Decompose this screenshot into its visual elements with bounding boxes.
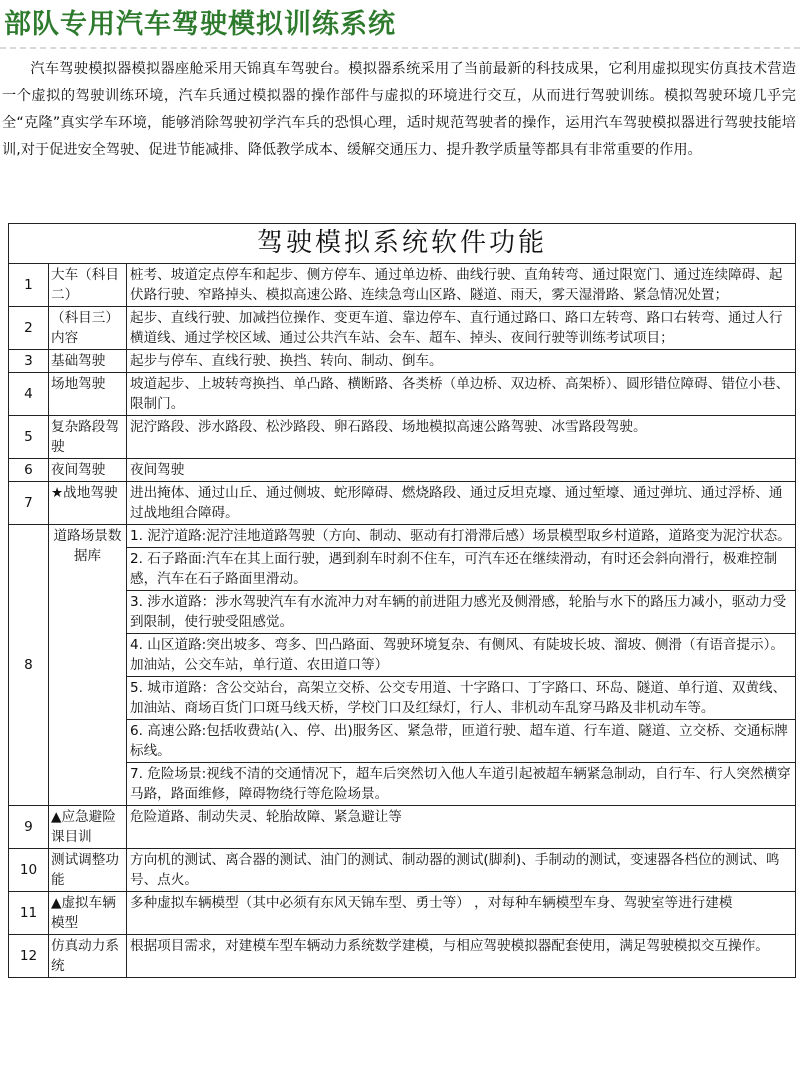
intro-paragraph: 汽车驾驶模拟器模拟器座舱采用天锦真车驾驶台。模拟器系统采用了当前最新的科技成果，它利用虚拟现实仿真技术营造一个虚拟的驾驶训练环境，汽车兵通过模拟器的操作部件与虚拟的环境进行交互，从而进行驾驶训练。模拟驾驶环境几乎完全“克隆”真实学车环境，能够消除驾驶初学汽车兵的恐惧心理，适时规范驾驶者的操作，运用汽车驾驶模拟器进行驾驶技能培训,对于促进安全驾驶、促进节能减排、降低教学成本、缓解交通压力、提升教学质量等都具有非常重要的作用。: [2, 61, 796, 158]
row-number: 8: [9, 525, 49, 806]
row-number: 3: [9, 350, 49, 373]
row-category: 夜间驾驶: [49, 459, 127, 482]
row-category: ▲应急避险课目训: [49, 806, 127, 849]
table-row: [9, 264, 796, 307]
row-category: 测试调整功能: [49, 849, 127, 892]
table-row: [9, 307, 796, 350]
row-category: ▲虚拟车辆模型: [49, 892, 127, 935]
row-number: 5: [9, 416, 49, 459]
table-row: [9, 935, 796, 978]
table-row: [9, 482, 796, 525]
row-category: （科目三）内容: [49, 307, 127, 350]
row-content: 危险道路、制动失灵、轮胎故障、紧急避让等: [127, 806, 796, 849]
table-title: 驾驶模拟系统软件功能: [9, 224, 796, 264]
scenario-item: 1. 泥泞道路:泥泞洼地道路驾驶（方向、制动、驱动有打滑滞后感）场景模型取乡村道路，道路变为泥泞状态。: [127, 525, 795, 548]
row-category: 场地驾驶: [49, 373, 127, 416]
row-number: 10: [9, 849, 49, 892]
row-number: 4: [9, 373, 49, 416]
software-functions-table: [8, 223, 796, 978]
table-row: [9, 416, 796, 459]
scenario-item: 6. 高速公路:包括收费站(入、停、出)服务区、紧急带，匝道行驶、超车道、行车道、隧道、立交桥、交通标牌标线。: [127, 720, 795, 763]
table-row: [9, 806, 796, 849]
table-row: [9, 373, 796, 416]
row-content: 桩考、坡道定点停车和起步、侧方停车、通过单边桥、曲线行驶、直角转弯、通过限宽门、通过连续障碍、起伏路行驶、窄路掉头、模拟高速公路、连续急弯山区路、隧道、雨天，雾天湿滑路、紧急情况处置；: [127, 264, 796, 307]
title-divider: [0, 47, 800, 49]
row-number: 9: [9, 806, 49, 849]
row-content: 根据项目需求，对建模车型车辆动力系统数学建模，与相应驾驶模拟器配套使用，满足驾驶模拟交互操作。: [127, 935, 796, 978]
row-category: 仿真动力系统: [49, 935, 127, 978]
row-category: 基础驾驶: [49, 350, 127, 373]
row-number: 11: [9, 892, 49, 935]
row-number: 1: [9, 264, 49, 307]
row-content: 坡道起步、上坡转弯换挡、单凸路、横断路、各类桥（单边桥、双边桥、高架桥）、圆形错位障碍、错位小巷、限制门。: [127, 373, 796, 416]
table-title-row: [9, 224, 796, 264]
row-content: 夜间驾驶: [127, 459, 796, 482]
row-content: 进出掩体、通过山丘、通过侧坡、蛇形障碍、燃烧路段、通过反坦克壕、通过堑壕、通过弹坑、通过浮桥、通过战地组合障碍。: [127, 482, 796, 525]
scenario-item: 3. 涉水道路：涉水驾驶汽车有水流冲力对车辆的前进阻力感光及侧滑感，轮胎与水下的路压力减小，驱动力受到限制，使行驶受阻感觉。: [127, 591, 795, 634]
row-number: 6: [9, 459, 49, 482]
row-content: [127, 525, 796, 806]
table-row: [9, 350, 796, 373]
scenario-item: 7. 危险场景:视线不清的交通情况下，超车后突然切入他人车道引起被超车辆紧急制动，自行车、行人突然横穿马路，路面维修，障碍物绕行等危险场景。: [130, 766, 791, 802]
row-category: ★战地驾驶: [49, 482, 127, 525]
row-content: 多种虚拟车辆模型（其中必须有东风天锦车型、勇士等） ，对每种车辆模型车身、驾驶室等进行建模: [127, 892, 796, 935]
table-row: [9, 892, 796, 935]
row-category: 复杂路段驾驶: [49, 416, 127, 459]
row-category: 道路场景数据库: [49, 525, 127, 806]
table-row: [9, 459, 796, 482]
row-content: 泥泞路段、涉水路段、松沙路段、卵石路段、场地模拟高速公路驾驶、冰雪路段驾驶。: [127, 416, 796, 459]
row-number: 2: [9, 307, 49, 350]
page-title: 部队专用汽车驾驶模拟训练系统: [4, 9, 396, 40]
row-category: 大车（科目二）: [49, 264, 127, 307]
scenario-item: 5. 城市道路：含公交站台，高架立交桥、公交专用道、十字路口、丁字路口、环岛、隧道、单行道、双黄线、加油站、商场百货门口斑马线天桥，学校门口及红绿灯，行人、非机动车乱穿马路及非机动车等。: [127, 677, 795, 720]
scenario-item: 4. 山区道路:突出坡多、弯多、凹凸路面、驾驶环境复杂、有侧风、有陡坡长坡、溜坡、侧滑（有语音提示）。加油站，公交车站，单行道、农田道口等）: [127, 634, 795, 677]
row-content: 起步与停车、直线行驶、换挡、转向、制动、倒车。: [127, 350, 796, 373]
row-content: 方向机的测试、离合器的测试、油门的测试、制动器的测试(脚刹)、手制动的测试，变速器各档位的测试、鸣号、点火。: [127, 849, 796, 892]
scenario-item: 2. 石子路面:汽车在其上面行驶，遇到刹车时刹不住车，可汽车还在继续滑动，有时还会斜向滑行，极难控制感，汽车在石子路面里滑动。: [127, 548, 795, 591]
row-content: 起步、直线行驶、加减挡位操作、变更车道、靠边停车、直行通过路口、路口左转弯、路口右转弯、通过人行横道线、通过学校区域、通过公共汽车站、会车、超车、掉头、夜间行驶等训练考试项目；: [127, 307, 796, 350]
row-number: 7: [9, 482, 49, 525]
table-row: [9, 525, 796, 806]
table-row: [9, 849, 796, 892]
row-number: 12: [9, 935, 49, 978]
